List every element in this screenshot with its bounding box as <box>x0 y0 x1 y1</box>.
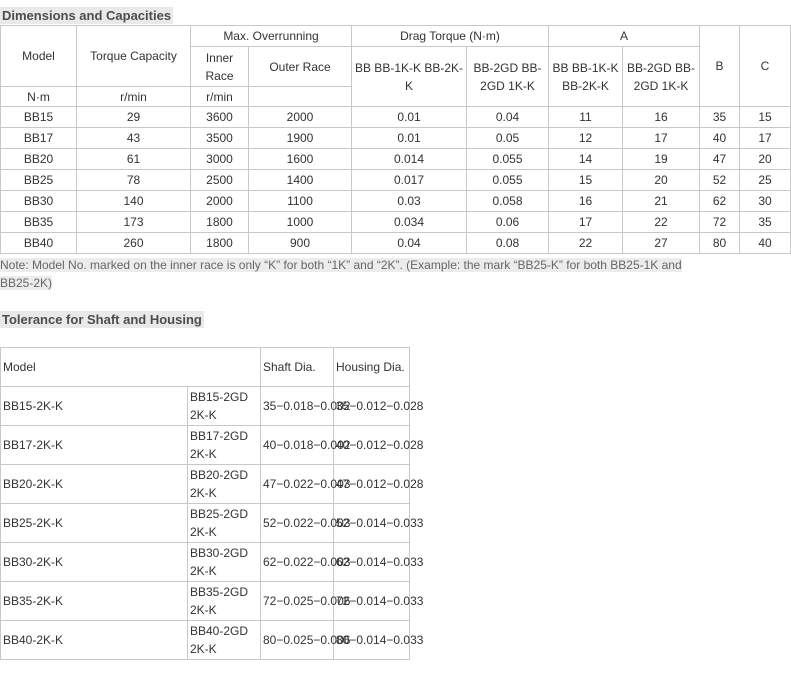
dim-cell-inner: 2000 <box>191 191 249 212</box>
tol-cell-shaft: 52−0.022−0.003 <box>261 504 334 543</box>
dim-cell-a_gd: 27 <box>623 233 700 254</box>
tol-cell-gd: BB20-2GD 2K-K <box>188 465 261 504</box>
tol-cell-gd: BB25-2GD 2K-K <box>188 504 261 543</box>
dim-cell-torque: 29 <box>77 107 191 128</box>
dim-cell-torque: 78 <box>77 170 191 191</box>
dim-cell-drag_gd: 0.058 <box>467 191 549 212</box>
dim-cell-drag_gd: 0.055 <box>467 170 549 191</box>
dim-cell-outer: 2000 <box>249 107 352 128</box>
dim-cell-c: 20 <box>740 149 791 170</box>
header-drag-bb: BB BB-1K-K BB-2K-K <box>352 47 467 107</box>
dim-cell-drag_gd: 0.08 <box>467 233 549 254</box>
tol-cell-gd: BB40-2GD 2K-K <box>188 621 261 660</box>
tol-table-row <box>1 621 410 660</box>
tol-cell-housing: 52−0.014−0.033 <box>334 504 410 543</box>
header-inner-race: Inner Race <box>191 47 249 87</box>
dim-cell-model: BB25 <box>1 170 77 191</box>
tol-table-row <box>1 543 410 582</box>
dim-cell-a_bb: 17 <box>549 212 623 233</box>
tol-cell-shaft: 80−0.025−0.006 <box>261 621 334 660</box>
dim-cell-outer: 900 <box>249 233 352 254</box>
dim-cell-outer: 1100 <box>249 191 352 212</box>
header-b: B <box>700 26 740 107</box>
tolerance-table <box>0 347 424 660</box>
dim-table-row <box>1 107 791 128</box>
dim-cell-model: BB20 <box>1 149 77 170</box>
tol-cell-housing: 40−0.012−0.028 <box>334 426 410 465</box>
tol-cell-model: BB15-2K-K <box>1 387 188 426</box>
dim-cell-drag_gd: 0.04 <box>467 107 549 128</box>
dim-table-row <box>1 212 791 233</box>
dim-cell-model: BB35 <box>1 212 77 233</box>
dim-cell-inner: 3500 <box>191 128 249 149</box>
dim-cell-torque: 61 <box>77 149 191 170</box>
dim-cell-a_gd: 22 <box>623 212 700 233</box>
dimensions-table <box>0 25 791 254</box>
dim-cell-a_bb: 11 <box>549 107 623 128</box>
dim-cell-drag_bb: 0.01 <box>352 107 467 128</box>
header-max-overrunning: Max. Overrunning <box>191 26 352 47</box>
dim-cell-drag_bb: 0.014 <box>352 149 467 170</box>
dim-cell-b: 72 <box>700 212 740 233</box>
dimensions-title: Dimensions and Capacities <box>2 8 172 23</box>
header-drag-bb2gd: BB-2GD BB-2GD 1K-K <box>467 47 549 107</box>
tol-cell-model: BB35-2K-K <box>1 582 188 621</box>
dim-cell-inner: 1800 <box>191 233 249 254</box>
unit-torque: N·m <box>1 87 77 107</box>
dim-cell-outer: 1600 <box>249 149 352 170</box>
note-text <box>0 256 712 292</box>
tol-cell-model: BB20-2K-K <box>1 465 188 504</box>
tol-cell-model: BB25-2K-K <box>1 504 188 543</box>
tol-cell-shaft: 35−0.018−0.002 <box>261 387 334 426</box>
header-a-bb: BB BB-1K-K BB-2K-K <box>549 47 623 107</box>
dim-cell-a_bb: 15 <box>549 170 623 191</box>
dim-cell-c: 35 <box>740 212 791 233</box>
dim-cell-model: BB40 <box>1 233 77 254</box>
header-a: A <box>549 26 700 47</box>
dim-cell-c: 17 <box>740 128 791 149</box>
dim-cell-c: 25 <box>740 170 791 191</box>
dim-cell-inner: 1800 <box>191 212 249 233</box>
tol-cell-housing: 47−0.012−0.028 <box>334 465 410 504</box>
header-torque-capacity: Torque Capacity <box>77 26 191 87</box>
header-a-bb2gd: BB-2GD BB-2GD 1K-K <box>623 47 700 107</box>
dim-cell-model: BB30 <box>1 191 77 212</box>
tolerance-title: Tolerance for Shaft and Housing <box>2 312 202 327</box>
dim-cell-outer: 1900 <box>249 128 352 149</box>
tol-table-row <box>1 426 410 465</box>
dim-cell-b: 52 <box>700 170 740 191</box>
header-c: C <box>740 26 791 107</box>
dim-cell-drag_gd: 0.055 <box>467 149 549 170</box>
tol-cell-gd: BB30-2GD 2K-K <box>188 543 261 582</box>
tol-cell-model: BB40-2K-K <box>1 621 188 660</box>
dim-cell-a_gd: 16 <box>623 107 700 128</box>
tol-cell-gd: BB17-2GD 2K-K <box>188 426 261 465</box>
dim-cell-a_gd: 20 <box>623 170 700 191</box>
dim-table-row <box>1 170 791 191</box>
header-outer-race: Outer Race <box>249 47 352 87</box>
dim-cell-drag_bb: 0.017 <box>352 170 467 191</box>
dim-cell-a_bb: 14 <box>549 149 623 170</box>
dim-cell-a_gd: 19 <box>623 149 700 170</box>
dim-cell-torque: 140 <box>77 191 191 212</box>
dim-table-row <box>1 128 791 149</box>
dim-cell-model: BB15 <box>1 107 77 128</box>
tol-table-row <box>1 504 410 543</box>
tol-cell-shaft: 72−0.025−0.006 <box>261 582 334 621</box>
tol-cell-housing: 35−0.012−0.028 <box>334 387 410 426</box>
dim-cell-inner: 3000 <box>191 149 249 170</box>
dim-cell-b: 35 <box>700 107 740 128</box>
dim-cell-c: 40 <box>740 233 791 254</box>
tol-cell-gd: BB35-2GD 2K-K <box>188 582 261 621</box>
dim-cell-b: 80 <box>700 233 740 254</box>
tol-header-housing: Housing Dia. <box>334 348 410 387</box>
dim-cell-drag_bb: 0.01 <box>352 128 467 149</box>
dim-cell-a_gd: 17 <box>623 128 700 149</box>
tol-header-shaft: Shaft Dia. <box>261 348 334 387</box>
dim-table-row <box>1 149 791 170</box>
dim-cell-drag_bb: 0.04 <box>352 233 467 254</box>
unit-outer: r/min <box>191 87 249 107</box>
dim-cell-b: 47 <box>700 149 740 170</box>
tol-cell-model: BB30-2K-K <box>1 543 188 582</box>
dim-cell-b: 62 <box>700 191 740 212</box>
tol-table-row <box>1 465 410 504</box>
tol-cell-housing: 80−0.014−0.033 <box>334 621 410 660</box>
dim-cell-outer: 1400 <box>249 170 352 191</box>
note-highlight: Note: Model No. marked on the inner race is only “K” for both “1K” and “2K”. (Example: the mark “BB25-K” for both BB25-1K and BB25-2K) <box>0 258 682 290</box>
dim-cell-a_bb: 16 <box>549 191 623 212</box>
dim-cell-c: 15 <box>740 107 791 128</box>
tol-cell-model: BB17-2K-K <box>1 426 188 465</box>
dim-table-row <box>1 191 791 212</box>
dim-cell-torque: 173 <box>77 212 191 233</box>
dim-cell-torque: 260 <box>77 233 191 254</box>
dim-cell-inner: 2500 <box>191 170 249 191</box>
dim-cell-a_bb: 22 <box>549 233 623 254</box>
tol-cell-housing: 72−0.014−0.033 <box>334 582 410 621</box>
dim-cell-torque: 43 <box>77 128 191 149</box>
header-model: Model <box>1 26 77 87</box>
tol-table-row <box>1 387 410 426</box>
tol-cell-shaft: 62−0.022−0.003 <box>261 543 334 582</box>
dim-cell-drag_gd: 0.05 <box>467 128 549 149</box>
dim-cell-c: 30 <box>740 191 791 212</box>
tol-cell-shaft: 47−0.022−0.003 <box>261 465 334 504</box>
tol-cell-gd: BB15-2GD 2K-K <box>188 387 261 426</box>
dim-cell-outer: 1000 <box>249 212 352 233</box>
tol-header-model: Model <box>1 348 261 387</box>
dim-cell-inner: 3600 <box>191 107 249 128</box>
dim-cell-drag_bb: 0.03 <box>352 191 467 212</box>
dim-cell-model: BB17 <box>1 128 77 149</box>
tol-cell-shaft: 40−0.018−0.002 <box>261 426 334 465</box>
dim-cell-a_gd: 21 <box>623 191 700 212</box>
unit-inner: r/min <box>77 87 191 107</box>
dim-cell-a_bb: 12 <box>549 128 623 149</box>
header-drag-torque: Drag Torque (N·m) <box>352 26 549 47</box>
dim-cell-drag_gd: 0.06 <box>467 212 549 233</box>
tol-cell-housing: 62−0.014−0.033 <box>334 543 410 582</box>
dim-cell-drag_bb: 0.034 <box>352 212 467 233</box>
tol-table-row <box>1 582 410 621</box>
dim-table-row <box>1 233 791 254</box>
dim-cell-b: 40 <box>700 128 740 149</box>
